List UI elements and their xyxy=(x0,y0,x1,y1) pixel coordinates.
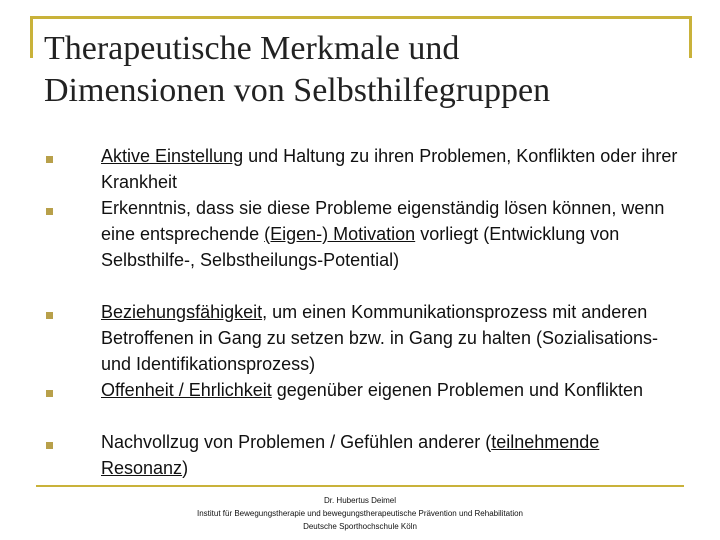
slide-frame-left xyxy=(30,16,33,58)
footer-author: Dr. Hubertus Deimel xyxy=(323,496,397,505)
item-keyword: (Eigen-) Motivation xyxy=(264,224,416,244)
slide-frame-right xyxy=(689,16,692,58)
slide-footer xyxy=(0,494,720,533)
item-text: , um einen Kommunikationsprozess mit anderen Betroffenen in Gang zu setzen bzw. in Gang zu halten (Sozialisations- und Identifikationsprozess) xyxy=(101,302,658,374)
slide-frame-top xyxy=(30,16,692,19)
item-text: und Haltung zu ihren Problemen, Konflikten oder ihrer Krankheit xyxy=(101,146,678,192)
title-line-1: Therapeutische Merkmale und xyxy=(44,30,460,67)
item-keyword: Beziehungsfähigkeit xyxy=(101,302,263,322)
item-text-pre: Nachvollzug von Problemen / Gefühlen anderer ( xyxy=(101,432,492,452)
item-text: gegenüber eigenen Problemen und Konflikten xyxy=(271,380,644,400)
bullet-icon xyxy=(46,442,53,449)
item-keyword: teilnehmende Resonanz xyxy=(101,432,600,478)
list-item-nachvollzug xyxy=(101,429,681,481)
bullet-icon xyxy=(46,312,53,319)
bullet-icon xyxy=(46,156,53,163)
item-text: vorliegt (Entwicklung von Selbsthilfe-, Selbstheilungs-Potential) xyxy=(101,224,620,270)
item-keyword: Offenheit / Ehrlichkeit xyxy=(101,380,272,400)
list-item-aktive-einstellung xyxy=(101,143,681,195)
slide-title xyxy=(44,28,684,112)
item-text-pre: Erkenntnis, dass sie diese Probleme eigenständig lösen können, wenn eine entsprechende xyxy=(101,198,665,244)
list-item-beziehungsfaehigkeit xyxy=(101,299,681,377)
list-item-erkenntnis xyxy=(101,195,681,273)
footer-institute: Institut für Bewegungstherapie und bewegungstherapeutische Prävention und Rehabilitation xyxy=(197,509,523,518)
title-line-2: Dimensionen von Selbsthilfegruppen xyxy=(44,72,551,109)
footer-divider xyxy=(36,485,684,487)
item-keyword: Aktive Einstellung xyxy=(101,146,244,166)
item-text: ) xyxy=(182,458,189,478)
bullet-icon xyxy=(46,390,53,397)
list-item-offenheit xyxy=(101,377,681,403)
footer-university: Deutsche Sporthochschule Köln xyxy=(303,522,417,531)
bullet-icon xyxy=(46,208,53,215)
